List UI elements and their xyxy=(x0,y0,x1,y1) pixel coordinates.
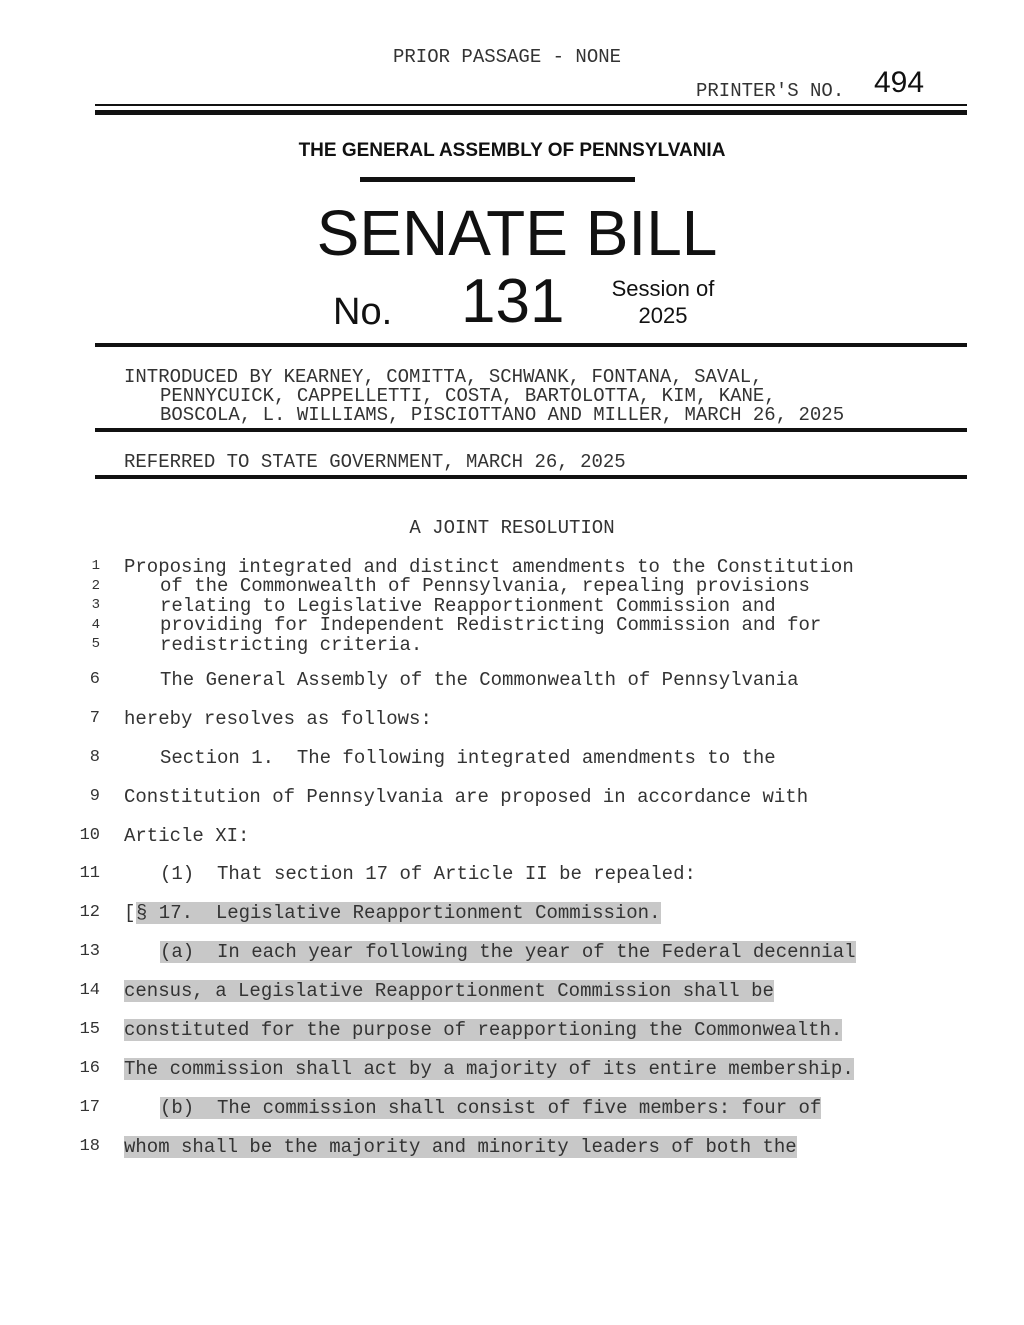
body-line-8: Section 1. The following integrated amendments to the xyxy=(160,747,776,769)
line-number: 17 xyxy=(79,1098,100,1117)
referred-to: REFERRED TO STATE GOVERNMENT, MARCH 26, 2025 xyxy=(124,451,626,473)
body-line-16: The commission shall act by a majority of its entire membership. xyxy=(124,1058,854,1080)
body-line-12-bracket: [ xyxy=(124,902,136,924)
printers-number-label: PRINTER'S NO. xyxy=(696,80,845,102)
line-number: 3 xyxy=(91,597,100,613)
introduced-line-2: PENNYCUICK, CAPPELLETTI, COSTA, BARTOLOTTA, KIM, KANE, xyxy=(160,385,776,407)
line-number: 16 xyxy=(79,1059,100,1078)
introduced-line-1: INTRODUCED BY KEARNEY, COMITTA, SCHWANK, FONTANA, SAVAL, xyxy=(124,366,763,388)
line-number: 8 xyxy=(89,748,100,767)
body-line-6: The General Assembly of the Commonwealth of Pennsylvania xyxy=(160,669,799,691)
header-rule-thick xyxy=(95,110,967,115)
title-rule xyxy=(360,177,635,182)
line-number: 5 xyxy=(91,636,100,652)
body-line-13: (a) In each year following the year of the Federal decennial xyxy=(160,941,856,963)
line-number: 9 xyxy=(89,787,100,806)
body-line-17: (b) The commission shall consist of five members: four of xyxy=(160,1097,822,1119)
prior-passage: PRIOR PASSAGE - NONE xyxy=(393,46,622,68)
header-rule-thin xyxy=(95,104,967,106)
body-line-1: Proposing integrated and distinct amendments to the Constitution xyxy=(124,556,854,578)
line-number: 6 xyxy=(89,670,100,689)
introduced-line-3: BOSCOLA, L. WILLIAMS, PISCIOTTANO AND MILLER, MARCH 26, 2025 xyxy=(160,404,845,426)
body-line-15: constituted for the purpose of reapportioning the Commonwealth. xyxy=(124,1019,843,1041)
line-number: 13 xyxy=(79,942,100,961)
line-number: 7 xyxy=(89,709,100,728)
session-year: 2025 xyxy=(638,303,688,328)
body-line-3: relating to Legislative Reapportionment Commission and xyxy=(160,595,776,617)
body-line-5: redistricting criteria. xyxy=(160,634,423,656)
body-line-4: providing for Independent Redistricting Commission and for xyxy=(160,614,822,636)
bill-no-label: No. xyxy=(333,291,393,333)
referred-rule xyxy=(95,475,967,479)
line-number: 14 xyxy=(79,981,100,1000)
line-number: 18 xyxy=(79,1137,100,1156)
body-line-9: Constitution of Pennsylvania are proposed in accordance with xyxy=(124,786,809,808)
line-number: 10 xyxy=(79,826,100,845)
body-line-2: of the Commonwealth of Pennsylvania, repealing provisions xyxy=(160,575,810,597)
body-line-11: (1) That section 17 of Article II be repealed: xyxy=(160,863,696,885)
intro-rule-bottom xyxy=(95,428,967,432)
line-number: 11 xyxy=(79,864,100,883)
body-line-10: Article XI: xyxy=(124,825,250,847)
bill-type: SENATE BILL xyxy=(316,197,718,269)
resolution-heading: A JOINT RESOLUTION xyxy=(409,517,615,539)
line-number: 1 xyxy=(91,558,100,574)
body-line-18: whom shall be the majority and minority leaders of both the xyxy=(124,1136,797,1158)
line-number: 4 xyxy=(91,617,100,633)
line-number: 15 xyxy=(79,1020,100,1039)
line-number: 12 xyxy=(79,903,100,922)
body-line-14: census, a Legislative Reapportionment Commission shall be xyxy=(124,980,774,1002)
bill-number: 131 xyxy=(461,267,565,336)
printers-number: 494 xyxy=(874,66,925,99)
assembly-title: THE GENERAL ASSEMBLY OF PENNSYLVANIA xyxy=(298,140,726,161)
intro-rule-top xyxy=(95,343,967,347)
session-label: Session of xyxy=(611,276,715,301)
body-line-7: hereby resolves as follows: xyxy=(124,708,432,730)
body-line-12: § 17. Legislative Reapportionment Commission. xyxy=(136,902,661,924)
line-number: 2 xyxy=(91,578,100,594)
